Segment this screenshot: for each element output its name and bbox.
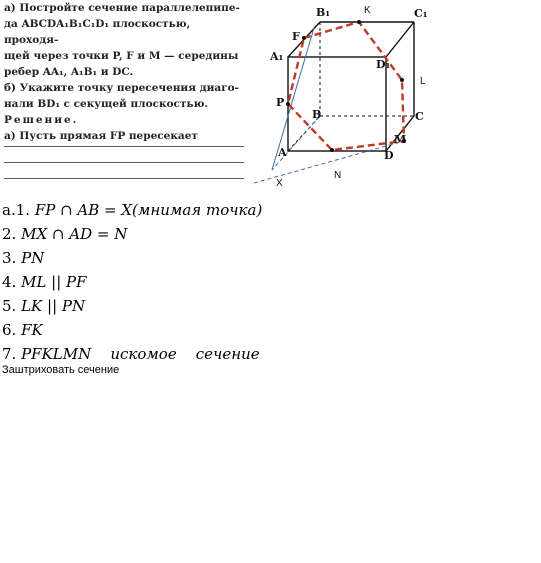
task-part-a-line: а) Постройте сечение параллелепипе- xyxy=(4,2,240,14)
solution-steps xyxy=(2,198,302,366)
step-expression: PFKLMN искомое сечение xyxy=(21,345,260,363)
step-row xyxy=(2,342,302,366)
label-x: X xyxy=(276,178,283,189)
step-row xyxy=(2,270,302,294)
step-number: 7. xyxy=(2,345,17,363)
step-number: 2. xyxy=(2,225,17,243)
hidden-edges xyxy=(288,22,414,151)
task-part-a-line: да ABCDA₁B₁C₁D₁ плоскостью, проходя- xyxy=(4,18,191,46)
section-points xyxy=(286,20,406,152)
parallelepiped-svg xyxy=(244,0,428,189)
hatch-note: Заштриховать сечение xyxy=(2,364,120,376)
label-d: D xyxy=(384,149,394,162)
step-expression: FP ∩ AB = X(мнимая точка) xyxy=(34,201,263,219)
task-part-a-line: щей через точки P, F и M — середины xyxy=(4,50,239,62)
step-number: a.1. xyxy=(2,201,31,219)
answer-blank-line xyxy=(4,162,244,163)
step-row xyxy=(2,222,302,246)
label-k: K xyxy=(364,5,371,16)
point-l xyxy=(400,78,404,82)
step-expression: LK || PN xyxy=(21,297,86,315)
parallelepiped-figure xyxy=(244,0,428,189)
label-d1: D₁ xyxy=(376,58,391,71)
label-b1: B₁ xyxy=(316,6,331,19)
label-m: M xyxy=(394,133,407,146)
step-number: 6. xyxy=(2,321,17,339)
label-c: C xyxy=(415,110,424,123)
step-expression: FK xyxy=(21,321,43,339)
step-expression: PN xyxy=(21,249,45,267)
label-f: F xyxy=(292,30,300,43)
solution-heading: Решение. xyxy=(4,114,79,126)
line-ab-extended xyxy=(272,116,320,170)
answer-blank-line xyxy=(4,178,244,179)
task-text xyxy=(4,0,244,188)
label-n: N xyxy=(334,170,342,181)
step-number: 5. xyxy=(2,297,17,315)
label-b: B xyxy=(312,108,322,121)
step-number: 4. xyxy=(2,273,17,291)
front-face xyxy=(288,57,386,151)
point-p xyxy=(286,102,290,106)
label-c1: C₁ xyxy=(414,7,428,20)
step-number: 3. xyxy=(2,249,17,267)
edge-d1-c1 xyxy=(386,22,414,57)
step-expression: MX ∩ AD = N xyxy=(21,225,128,243)
step-row xyxy=(2,246,302,270)
label-a1: A₁ xyxy=(270,50,284,63)
step-row xyxy=(2,318,302,342)
step-row xyxy=(2,294,302,318)
label-a: A xyxy=(278,146,287,159)
task-part-b-line: б) Укажите точку пересечения диаго- xyxy=(4,82,240,94)
point-k xyxy=(357,20,361,24)
solution-first-line: а) Пусть прямая FP пересекает xyxy=(4,130,198,142)
step-row xyxy=(2,198,302,222)
task-part-a-line: ребер AA₁, A₁B₁ и DC. xyxy=(4,66,134,78)
label-l: L xyxy=(420,76,426,87)
vertex-labels xyxy=(269,5,428,189)
point-f xyxy=(302,36,306,40)
point-n xyxy=(330,148,334,152)
task-part-b-line: нали BD₁ с секущей плоскостью. xyxy=(4,98,209,110)
label-p: P xyxy=(276,96,285,109)
step-expression: ML || PF xyxy=(21,273,87,291)
answer-blank-line xyxy=(4,146,244,147)
visible-edges xyxy=(288,22,414,151)
